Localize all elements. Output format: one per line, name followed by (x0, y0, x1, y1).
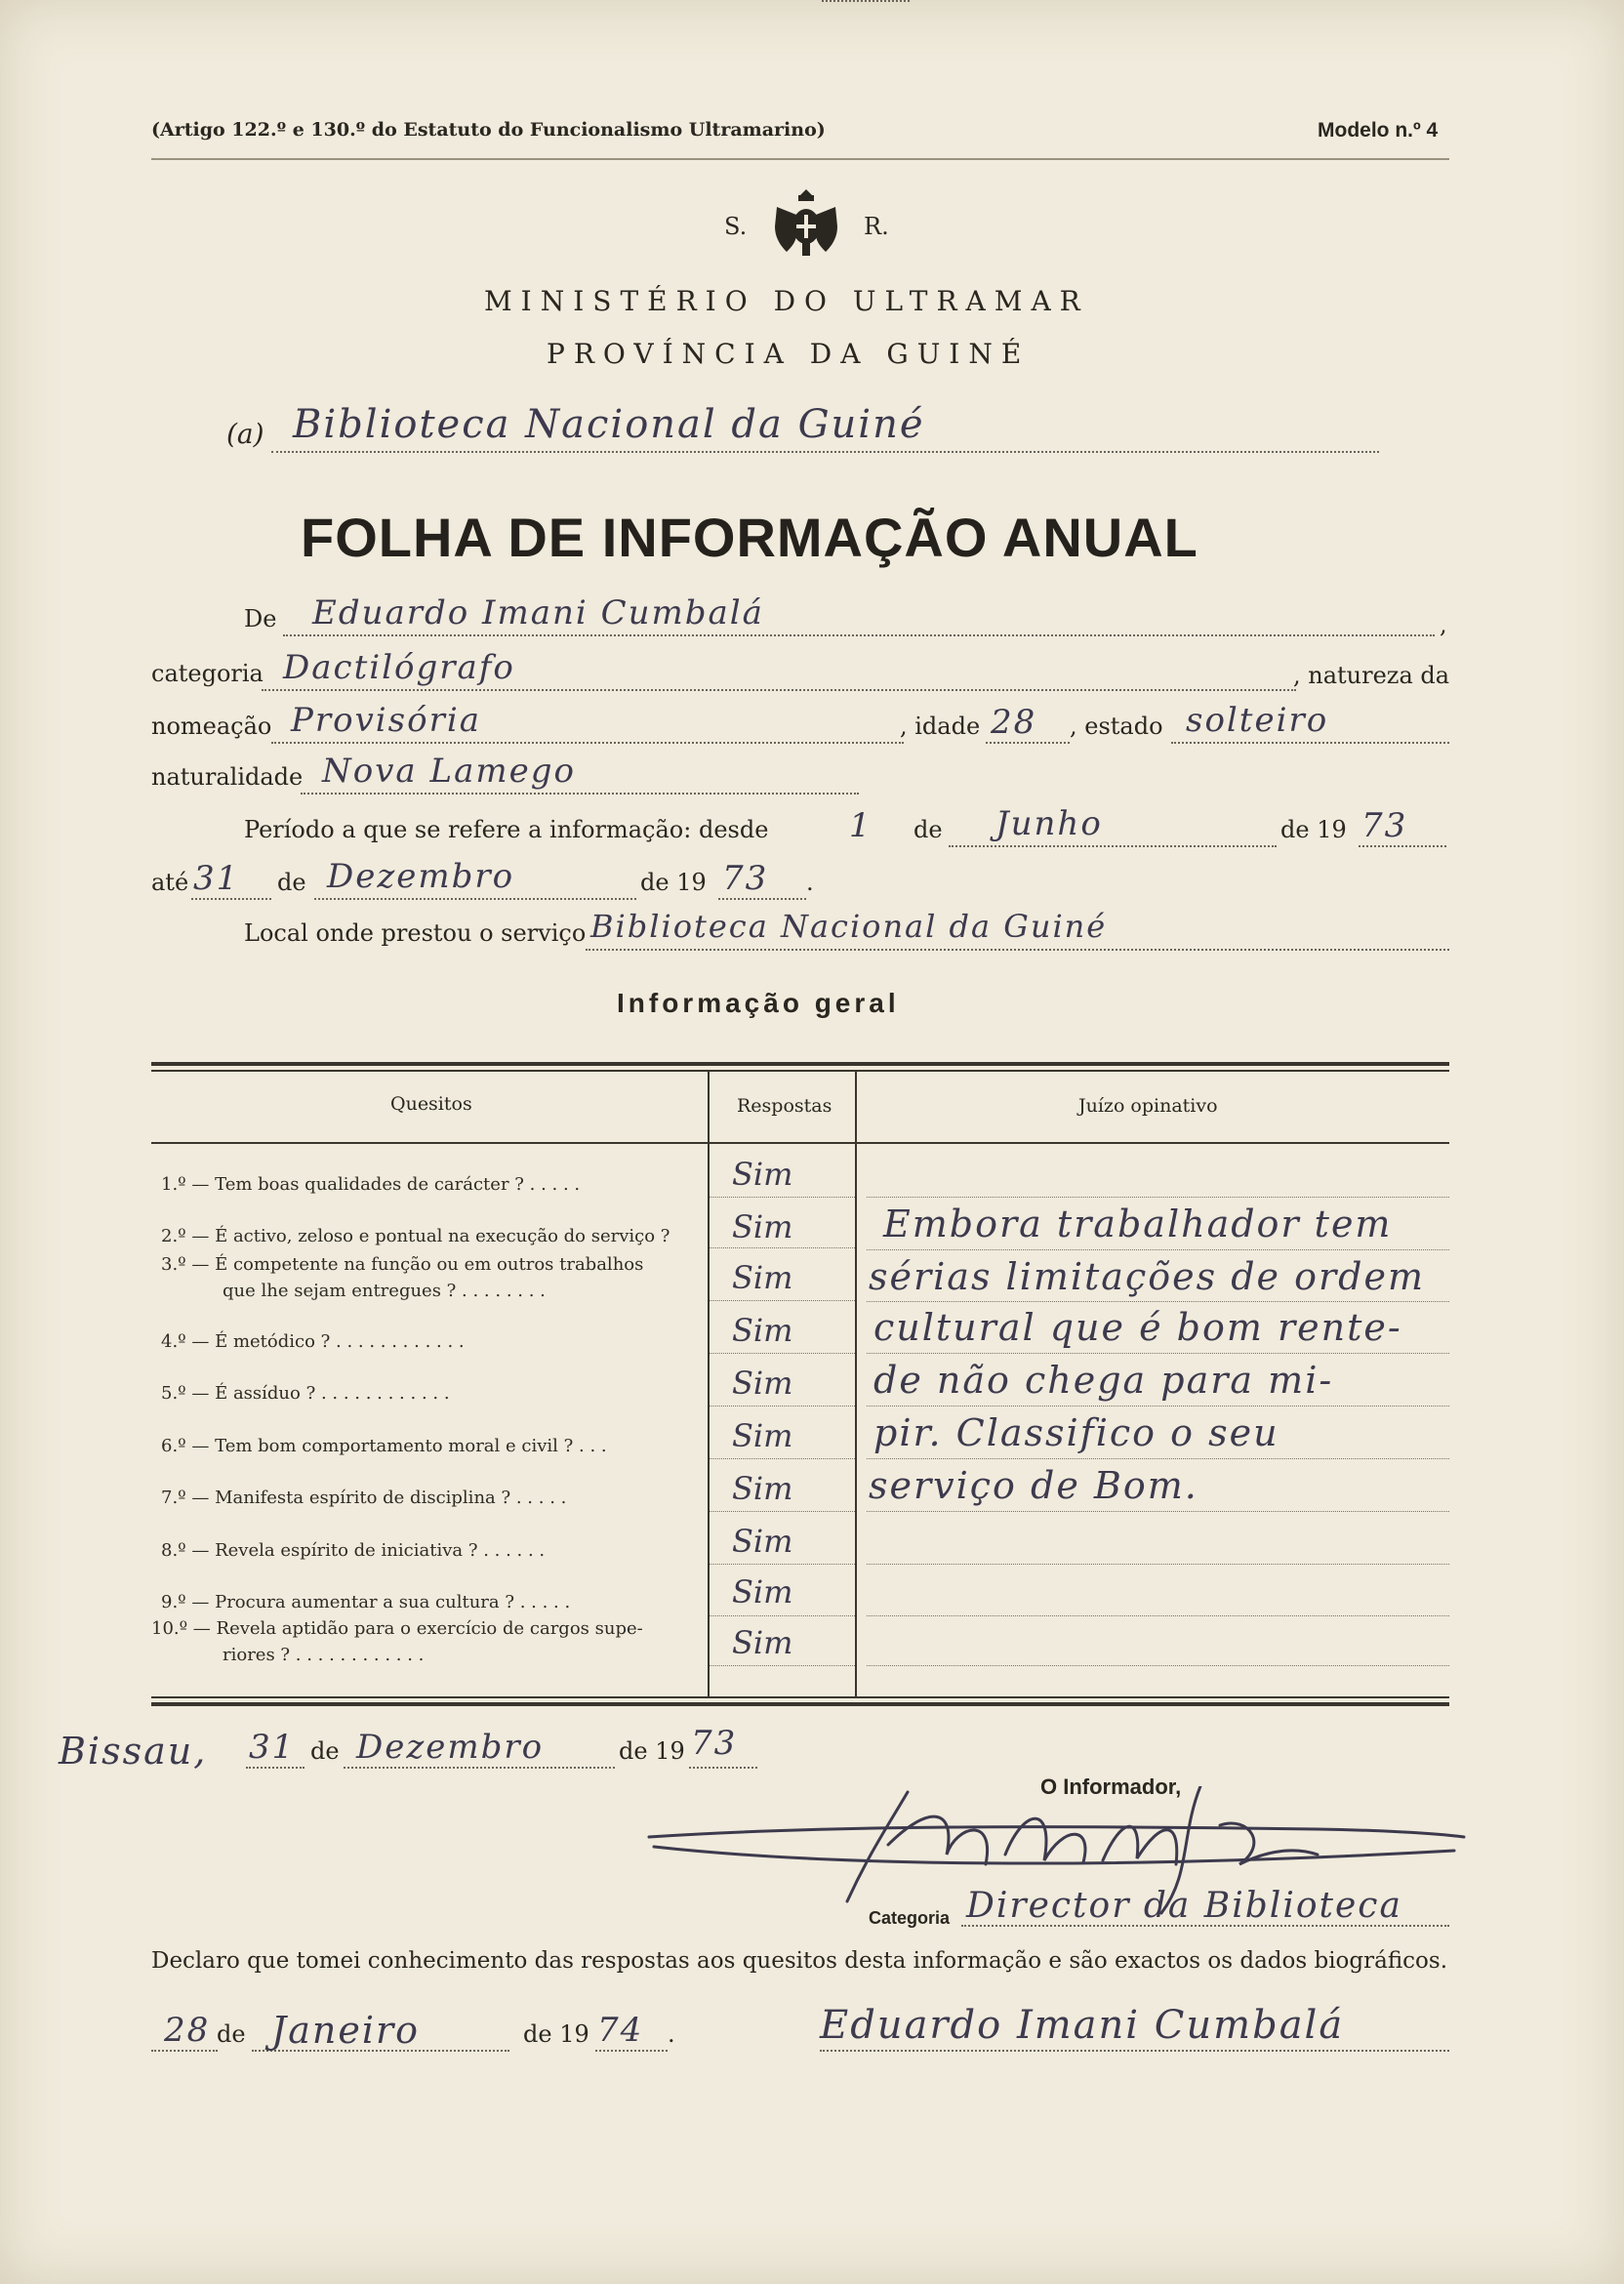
employee-signature: Eduardo Imani Cumbalá (820, 2003, 1345, 2048)
opinion-rule-6 (867, 1458, 1449, 1459)
decl-de2: de 19 (523, 2020, 589, 2048)
opinion-rule-7 (867, 1511, 1449, 1512)
article-reference: (Artigo 122.º e 130.º do Estatuto do Funcionalismo Ultramarino) (151, 119, 826, 141)
opinion-line-3: cultural que é bom rente- (873, 1306, 1402, 1349)
periodo-month: Junho (995, 804, 1103, 843)
estado-label: , estado (1070, 713, 1163, 740)
header-rule (151, 158, 1449, 160)
naturalidade-dotted-line (301, 793, 859, 795)
answer-sep-3 (710, 1300, 855, 1301)
opinion-line-5: pir. Classifico o seu (873, 1411, 1279, 1454)
question-7: 7.º — Manifesta espírito de disciplina ? . . . . . (161, 1488, 567, 1508)
table-bottom-rule-2 (151, 1702, 1449, 1706)
decl-year: 74 (597, 2011, 644, 2050)
answer-sep-10 (710, 1665, 855, 1666)
periodo-label: Período a que se refere a informação: desde (244, 816, 769, 843)
decl-day: 28 (164, 2011, 211, 2050)
periodo-month-dotted (949, 845, 1277, 847)
decl-year-dotted (595, 2050, 668, 2052)
decl-period: . (668, 2020, 675, 2048)
model-number: Modelo n.º 4 (1318, 119, 1439, 142)
answer-9: Sim (732, 1573, 793, 1611)
opinion-rule-1 (867, 1197, 1449, 1198)
opinion-line-6: serviço de Bom. (869, 1464, 1198, 1507)
nomeacao-dotted-line (271, 742, 904, 744)
answer-sep-8 (710, 1564, 855, 1565)
de-comma: , (1440, 611, 1447, 638)
idade-value: 28 (991, 703, 1037, 742)
question-4: 4.º — É metódico ? . . . . . . . . . . . . (161, 1331, 465, 1352)
signing-de2: de 19 (619, 1737, 685, 1765)
section-title: Informação geral (617, 988, 900, 1018)
ate-period: . (806, 869, 814, 896)
opinion-line-2: sérias limitações de ordem (869, 1255, 1425, 1298)
declaration-text: Declaro que tomei conhecimento das respostas aos quesitos desta informação e são exactos os dados biográficos. (151, 1948, 1448, 1974)
ate-month: Dezembro (327, 857, 515, 896)
nomeacao-value: Provisória (291, 701, 481, 740)
table-top-rule-2 (151, 1070, 1449, 1072)
question-3-cont: que lhe sejam entregues ? . . . . . . . . (223, 1281, 546, 1301)
signing-day-dotted (246, 1767, 304, 1769)
signing-day: 31 (249, 1728, 296, 1767)
signing-year-dotted (689, 1767, 757, 1769)
a-dotted-line (271, 451, 1379, 453)
answer-sep-5 (710, 1406, 855, 1407)
de-dotted-line (283, 634, 1435, 636)
opinion-line-1: Embora trabalhador tem (883, 1203, 1393, 1245)
ate-year: 73 (722, 859, 769, 898)
naturalidade-value: Nova Lamego (322, 752, 576, 791)
question-3: 3.º — É competente na função ou em outros trabalhos (161, 1254, 644, 1275)
letter-r: R. (864, 213, 889, 240)
ate-day-dotted (191, 898, 271, 900)
answer-sep-2 (710, 1247, 855, 1248)
answer-sep-9 (710, 1615, 855, 1616)
opinion-rule-5 (867, 1406, 1449, 1407)
opinion-rule-3 (867, 1301, 1449, 1302)
opinion-rule-10 (867, 1665, 1449, 1666)
ate-de2: de 19 (640, 869, 707, 896)
question-5: 5.º — É assíduo ? . . . . . . . . . . . . (161, 1383, 450, 1404)
col-header-answers: Respostas (737, 1095, 832, 1117)
decl-day-dotted (151, 2050, 218, 2052)
question-2: 2.º — É activo, zeloso e pontual na execução do serviço ? (161, 1226, 670, 1246)
letter-s: S. (724, 213, 748, 240)
periodo-de1: de (914, 816, 943, 843)
a-label: (a) (226, 418, 264, 450)
opinion-line-4: de não chega para mi- (873, 1359, 1334, 1402)
answer-3: Sim (732, 1259, 793, 1296)
table-top-rule (151, 1062, 1449, 1066)
estado-value: solteiro (1186, 701, 1329, 740)
answer-1: Sim (732, 1156, 793, 1193)
periodo-year-dotted (1359, 845, 1446, 847)
local-label: Local onde prestou o serviço (244, 919, 587, 947)
col-header-opinion: Juízo opinativo (1078, 1095, 1218, 1117)
answer-sep-6 (710, 1458, 855, 1459)
de-label: De (244, 605, 277, 632)
decl-signature-dotted (820, 2050, 1449, 2052)
table-col-divider-2 (855, 1072, 857, 1696)
institution-handwritten: Biblioteca Nacional da Guiné (293, 402, 925, 447)
ministry-title: MINISTÉRIO DO ULTRAMAR (484, 285, 1089, 317)
coat-of-arms-icon (763, 184, 849, 262)
opinion-rule-8 (867, 1564, 1449, 1565)
question-8: 8.º — Revela espírito de iniciativa ? . . . . . . (161, 1540, 546, 1561)
idade-label: , idade (900, 713, 981, 740)
local-value: Biblioteca Nacional da Guiné (590, 908, 1108, 945)
col-header-questions: Quesitos (390, 1093, 472, 1115)
categoria-label: categoria (151, 660, 264, 687)
signing-month: Dezembro (356, 1728, 545, 1767)
employee-name: Eduardo Imani Cumbalá (312, 593, 764, 632)
table-bottom-rule (151, 1696, 1449, 1698)
local-dotted-line (586, 949, 1449, 951)
table-col-divider-1 (708, 1072, 710, 1696)
informer-label: O Informador, (1040, 1774, 1182, 1799)
periodo-year: 73 (1361, 806, 1408, 845)
periodo-de2: de 19 (1280, 816, 1347, 843)
question-10-cont: riores ? . . . . . . . . . . . . (223, 1645, 425, 1665)
decl-month: Janeiro (271, 2009, 421, 2052)
idade-dotted-line (986, 742, 1070, 744)
ate-de1: de (277, 869, 306, 896)
answer-10: Sim (732, 1624, 793, 1661)
answer-sep-4 (710, 1353, 855, 1354)
question-6: 6.º — Tem bom comportamento moral e civil ? . . . (161, 1436, 607, 1456)
answer-5: Sim (732, 1365, 793, 1402)
answer-6: Sim (732, 1417, 793, 1454)
question-10: 10.º — Revela aptidão para o exercício de cargos supe- (151, 1618, 643, 1639)
signing-month-dotted (344, 1767, 615, 1769)
answer-7: Sim (732, 1470, 793, 1507)
table-header-rule (151, 1142, 1449, 1144)
categoria-dotted-line (262, 689, 1296, 691)
signing-place: Bissau, (59, 1730, 208, 1773)
answer-sep-1 (710, 1197, 855, 1198)
decl-de1: de (217, 2020, 246, 2048)
ate-day: 31 (193, 859, 240, 898)
naturalidade-label: naturalidade (151, 763, 304, 791)
periodo-day-dotted (822, 0, 910, 2)
estado-dotted-line (1171, 742, 1449, 744)
question-1: 1.º — Tem boas qualidades de carácter ? . . . . . (161, 1174, 581, 1195)
province-title: PROVÍNCIA DA GUINÉ (547, 338, 1031, 370)
periodo-day: 1 (849, 806, 873, 845)
opinion-rule-4 (867, 1353, 1449, 1354)
categoria-signing-label: Categoria (869, 1908, 951, 1928)
question-9: 9.º — Procura aumentar a sua cultura ? . . . . . (161, 1592, 571, 1612)
natureza-label: , natureza da (1293, 662, 1450, 689)
answer-2: Sim (732, 1208, 793, 1245)
answer-8: Sim (732, 1523, 793, 1560)
signing-de1: de (310, 1737, 340, 1765)
signing-year: 73 (691, 1724, 738, 1763)
answer-4: Sim (732, 1312, 793, 1349)
ate-month-dotted (314, 898, 636, 900)
page-title: FOLHA DE INFORMAÇÃO ANUAL (301, 507, 1198, 568)
ate-year-dotted (718, 898, 806, 900)
ate-label: até (151, 869, 189, 896)
answer-sep-7 (710, 1511, 855, 1512)
categoria-signing-value: Director da Biblioteca (966, 1886, 1402, 1926)
opinion-rule-9 (867, 1615, 1449, 1616)
opinion-rule-2 (867, 1249, 1449, 1250)
categoria-value: Dactilógrafo (283, 648, 515, 687)
nomeacao-label: nomeação (151, 713, 272, 740)
